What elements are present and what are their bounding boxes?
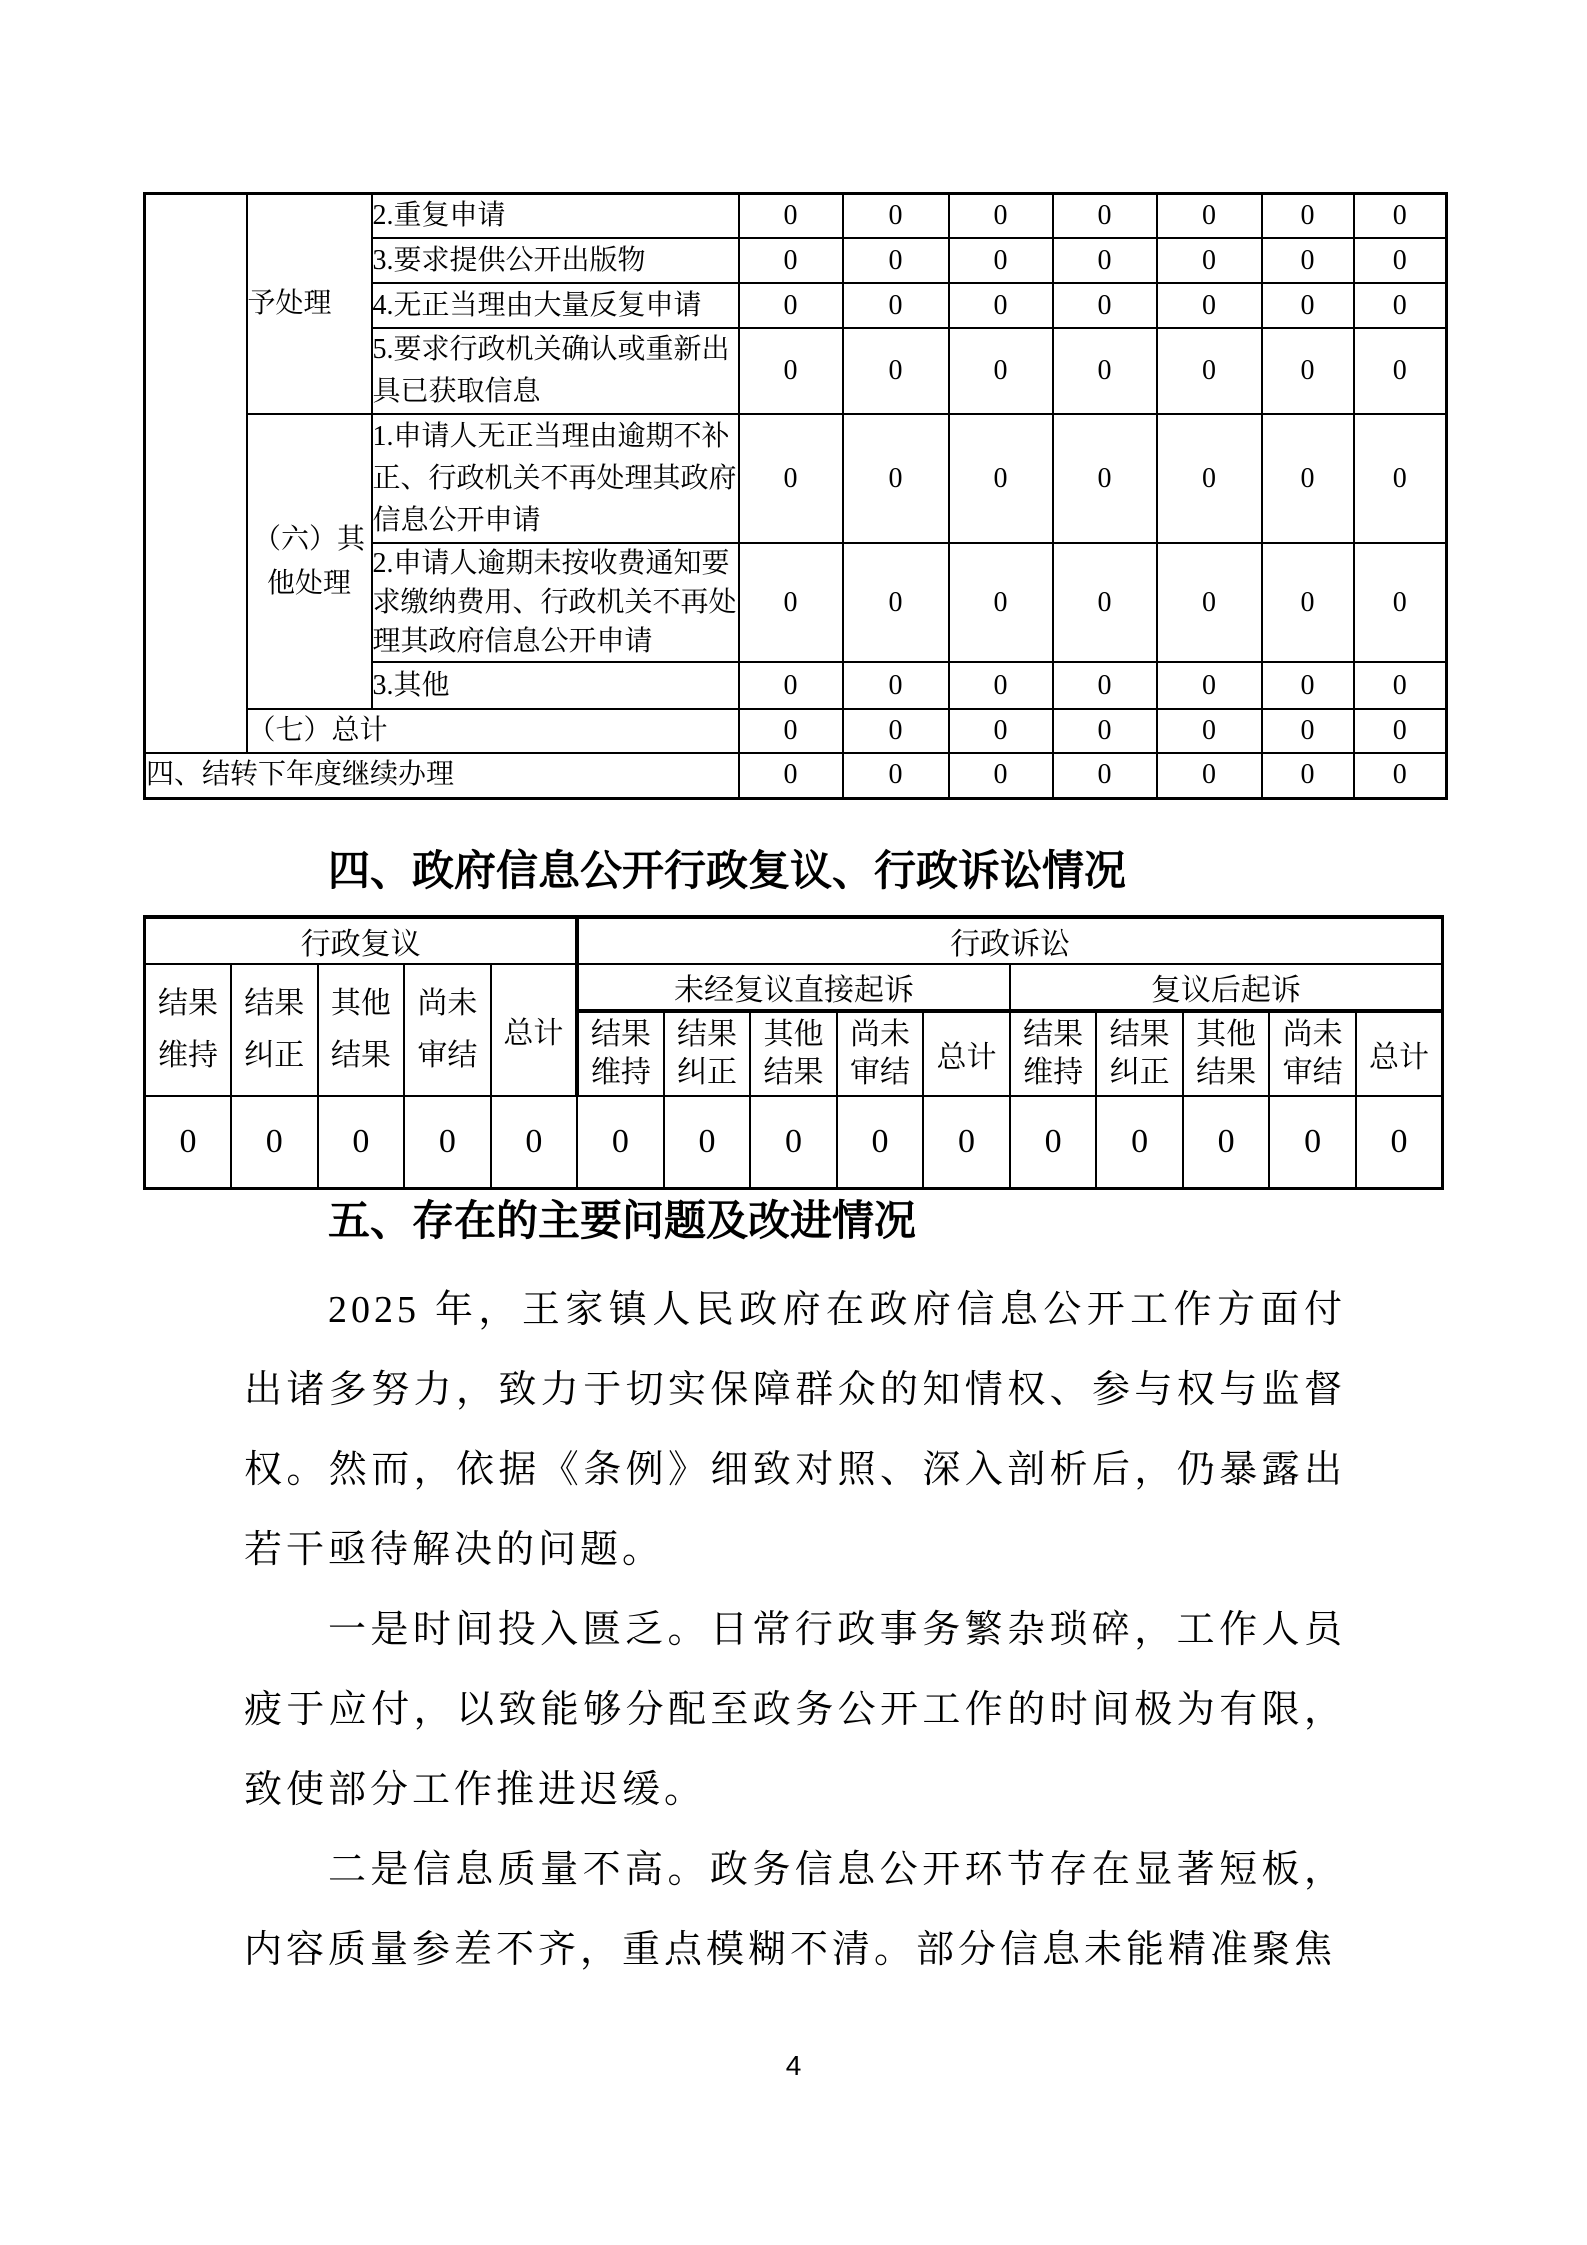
merged-empty-cell — [145, 194, 247, 754]
value-cell: 0 — [739, 543, 843, 662]
column-header: 尚未 审结 — [404, 964, 491, 1096]
value-cell: 0 — [739, 709, 843, 753]
value-cell: 0 — [1262, 328, 1354, 414]
value-cell: 0 — [739, 238, 843, 283]
value-cell: 0 — [1354, 328, 1447, 414]
column-header-xingzhengfuyi: 行政复议 — [145, 917, 578, 964]
paragraph-2-line-1: 一是时间投入匮乏。日常行政事务繁杂琐碎，工作人员 — [328, 1609, 1346, 1651]
column-header: 结果 维持 — [145, 964, 232, 1096]
value-cell: 0 — [739, 414, 843, 543]
value-cell: 0 — [1262, 543, 1354, 662]
value-cell: 0 — [664, 1096, 751, 1188]
row-label: 2.重复申请 — [372, 194, 739, 239]
paragraph-3-line-1: 二是信息质量不高。政务信息公开环节存在显著短板， — [328, 1849, 1346, 1891]
column-header: 结果 纠正 — [664, 1011, 751, 1096]
value-cell: 0 — [1262, 709, 1354, 753]
column-header: 尚未 审结 — [1269, 1011, 1356, 1096]
value-cell: 0 — [1096, 1096, 1183, 1188]
value-cell: 0 — [843, 283, 949, 328]
carryover-table-body — [145, 194, 1447, 799]
value-cell: 0 — [739, 328, 843, 414]
row-label: 1.申请人无正当理由逾期不补 正、行政机关不再处理其政府 信息公开申请 — [372, 414, 739, 543]
value-cell: 0 — [1262, 283, 1354, 328]
column-header: 总计 — [1356, 1011, 1443, 1096]
value-cell: 0 — [739, 662, 843, 709]
value-cell: 0 — [1354, 753, 1447, 798]
value-cell: 0 — [1053, 709, 1157, 753]
column-header: 结果 纠正 — [1096, 1011, 1183, 1096]
value-cell: 0 — [1010, 1096, 1097, 1188]
column-header: 其他 结果 — [1183, 1011, 1270, 1096]
paragraph-1-line-4: 若干亟待解决的问题。 — [244, 1529, 665, 1571]
section-heading-problems: 五、存在的主要问题及改进情况 — [328, 1197, 917, 1244]
value-cell: 0 — [1157, 753, 1262, 798]
value-cell: 0 — [1053, 238, 1157, 283]
value-cell: 0 — [1157, 238, 1262, 283]
value-cell: 0 — [1157, 328, 1262, 414]
value-cell: 0 — [1354, 662, 1447, 709]
paragraph-1-line-2: 出诸多努力，致力于切实保障群众的知情权、参与权与监督 — [244, 1369, 1346, 1411]
value-cell: 0 — [1354, 283, 1447, 328]
value-cell: 0 — [491, 1096, 578, 1188]
carryover-processing-table — [143, 192, 1448, 800]
review-litigation-table — [143, 915, 1444, 1190]
row-label: 2.申请人逾期未按收费通知要 求缴纳费用、行政机关不再处 理其政府信息公开申请 — [372, 543, 739, 662]
value-cell: 0 — [1157, 414, 1262, 543]
value-cell: 0 — [1157, 283, 1262, 328]
group-label-buyuchuli: 予处理 — [247, 194, 372, 415]
value-cell: 0 — [949, 753, 1053, 798]
row-label: 4.无正当理由大量反复申请 — [372, 283, 739, 328]
value-cell: 0 — [1269, 1096, 1356, 1188]
value-cell: 0 — [1053, 414, 1157, 543]
value-cell: 0 — [949, 328, 1053, 414]
carryover-row-label: 四、结转下年度继续办理 — [145, 753, 739, 798]
value-cell: 0 — [1053, 194, 1157, 239]
paragraph-3-line-2: 内容质量参差不齐，重点模糊不清。部分信息未能精准聚焦 — [244, 1929, 1337, 1971]
value-cell: 0 — [1053, 753, 1157, 798]
value-cell: 0 — [949, 709, 1053, 753]
value-cell: 0 — [949, 283, 1053, 328]
value-cell: 0 — [1354, 238, 1447, 283]
review-litigation-table-body — [145, 917, 1443, 1188]
column-header: 结果 维持 — [577, 1011, 664, 1096]
value-cell: 0 — [949, 194, 1053, 239]
value-cell: 0 — [1053, 543, 1157, 662]
column-header: 尚未 审结 — [837, 1011, 924, 1096]
value-cell: 0 — [1262, 194, 1354, 239]
value-cell: 0 — [1157, 662, 1262, 709]
column-header-xingzhengsusong: 行政诉讼 — [577, 917, 1442, 964]
paragraph-1-line-3: 权。然而，依据《条例》细致对照、深入剖析后，仍暴露出 — [244, 1449, 1346, 1491]
value-cell: 0 — [923, 1096, 1010, 1188]
value-cell: 0 — [843, 543, 949, 662]
value-cell: 0 — [1262, 753, 1354, 798]
value-cell: 0 — [843, 662, 949, 709]
paragraph-2-line-3: 致使部分工作推进迟缓。 — [244, 1769, 707, 1811]
value-cell: 0 — [1356, 1096, 1443, 1188]
paragraph-2-line-2: 疲于应付，以致能够分配至政务公开工作的时间极为有限， — [244, 1689, 1346, 1731]
column-header: 其他 结果 — [750, 1011, 837, 1096]
value-cell: 0 — [1262, 414, 1354, 543]
column-header-direct-suit: 未经复议直接起诉 — [577, 964, 1010, 1011]
value-cell: 0 — [1354, 194, 1447, 239]
value-cell: 0 — [739, 283, 843, 328]
value-cell: 0 — [1354, 543, 1447, 662]
section-heading-review-litigation: 四、政府信息公开行政复议、行政诉讼情况 — [328, 847, 1127, 894]
column-header: 总计 — [491, 964, 578, 1096]
value-cell: 0 — [1354, 709, 1447, 753]
value-cell: 0 — [1157, 194, 1262, 239]
column-header: 其他 结果 — [318, 964, 405, 1096]
row-label: 3.其他 — [372, 662, 739, 709]
value-cell: 0 — [843, 709, 949, 753]
paragraph-1-line-1: 2025 年，王家镇人民政府在政府信息公开工作方面付 — [328, 1289, 1346, 1331]
value-cell: 0 — [843, 753, 949, 798]
row-label: 3.要求提供公开出版物 — [372, 238, 739, 283]
page-number: 4 — [785, 2050, 802, 2081]
group-label-qitachuli: （六）其 他处理 — [247, 414, 372, 709]
column-header: 总计 — [923, 1011, 1010, 1096]
row-label: 5.要求行政机关确认或重新出 具已获取信息 — [372, 328, 739, 414]
value-cell: 0 — [1157, 543, 1262, 662]
value-cell: 0 — [750, 1096, 837, 1188]
value-cell: 0 — [949, 543, 1053, 662]
value-cell: 0 — [1262, 238, 1354, 283]
value-cell: 0 — [1053, 662, 1157, 709]
value-cell: 0 — [843, 328, 949, 414]
value-cell: 0 — [739, 753, 843, 798]
body-paragraphs — [244, 1270, 1346, 1990]
value-cell: 0 — [145, 1096, 232, 1188]
value-cell: 0 — [837, 1096, 924, 1188]
value-cell: 0 — [404, 1096, 491, 1188]
value-cell: 0 — [1354, 414, 1447, 543]
value-cell: 0 — [1262, 662, 1354, 709]
value-cell: 0 — [843, 414, 949, 543]
column-header: 结果 纠正 — [231, 964, 318, 1096]
value-cell: 0 — [1053, 283, 1157, 328]
total-row-label: （七）总计 — [247, 709, 739, 753]
value-cell: 0 — [577, 1096, 664, 1188]
column-header-suit-after-review: 复议后起诉 — [1010, 964, 1443, 1011]
value-cell: 0 — [318, 1096, 405, 1188]
value-cell: 0 — [1183, 1096, 1270, 1188]
value-cell: 0 — [739, 194, 843, 239]
value-cell: 0 — [1053, 328, 1157, 414]
value-cell: 0 — [843, 238, 949, 283]
column-header: 结果 维持 — [1010, 1011, 1097, 1096]
value-cell: 0 — [1157, 709, 1262, 753]
value-cell: 0 — [949, 414, 1053, 543]
value-cell: 0 — [231, 1096, 318, 1188]
value-cell: 0 — [949, 238, 1053, 283]
value-cell: 0 — [949, 662, 1053, 709]
value-cell: 0 — [843, 194, 949, 239]
